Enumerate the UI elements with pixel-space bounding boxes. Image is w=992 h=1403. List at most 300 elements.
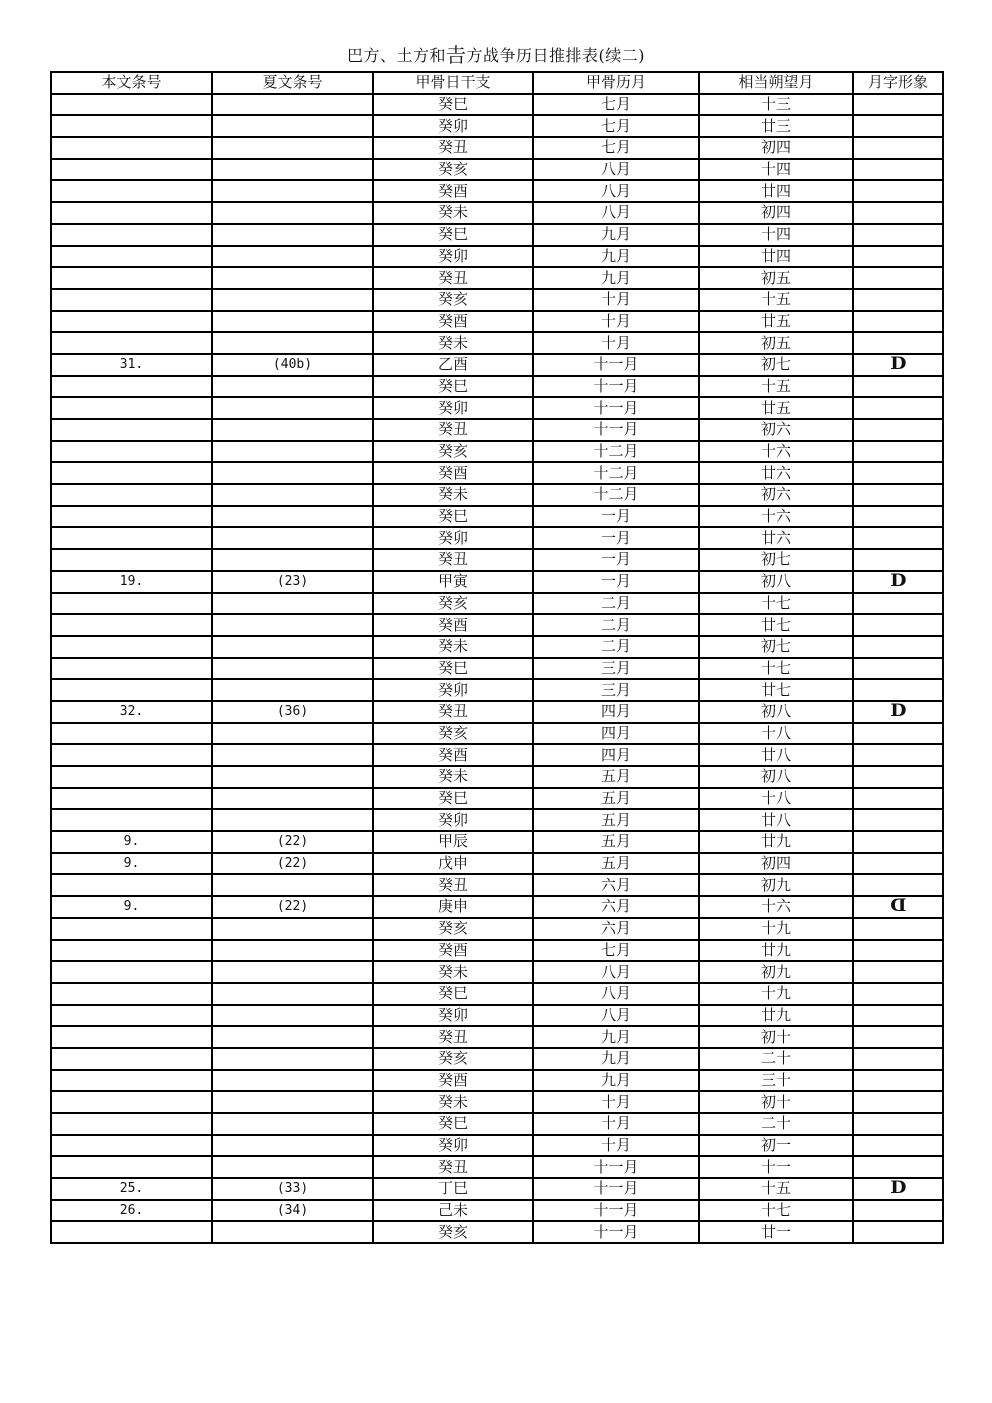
waxing-moon-icon: D <box>889 354 907 375</box>
header-lunar-month: 相当朔望月 <box>699 72 853 94</box>
table-row <box>51 1113 943 1135</box>
cell-lunar-month: 十三 <box>699 94 853 116</box>
cell-oracle-month: 十一月 <box>533 1200 699 1222</box>
cell-text-no <box>51 419 212 441</box>
cell-lunar-month: 初十 <box>699 1026 853 1048</box>
table-row <box>51 983 943 1005</box>
cell-lunar-month: 十一 <box>699 1156 853 1178</box>
cell-xia-no <box>212 593 373 615</box>
cell-ganzhi: 癸酉 <box>373 940 533 962</box>
table-row <box>51 224 943 246</box>
cell-text-no <box>51 1026 212 1048</box>
cell-lunar-month: 初七 <box>699 549 853 571</box>
cell-text-no <box>51 1156 212 1178</box>
cell-oracle-month: 十二月 <box>533 484 699 506</box>
header-moon-glyph: 月字形象 <box>853 72 943 94</box>
cell-xia-no: (34) <box>212 1200 373 1222</box>
cell-oracle-month: 五月 <box>533 831 699 853</box>
cell-lunar-month: 廿六 <box>699 462 853 484</box>
cell-text-no <box>51 983 212 1005</box>
cell-moon-glyph <box>853 527 943 549</box>
cell-text-no <box>51 809 212 831</box>
cell-xia-no <box>212 115 373 137</box>
cell-lunar-month: 初一 <box>699 1135 853 1157</box>
cell-ganzhi: 癸未 <box>373 484 533 506</box>
cell-ganzhi: 癸未 <box>373 636 533 658</box>
cell-ganzhi: 癸巳 <box>373 94 533 116</box>
cell-lunar-month: 十六 <box>699 896 853 918</box>
cell-xia-no <box>212 1156 373 1178</box>
cell-text-no <box>51 332 212 354</box>
cell-ganzhi: 癸巳 <box>373 788 533 810</box>
cell-lunar-month: 廿九 <box>699 940 853 962</box>
cell-text-no: 9. <box>51 853 212 875</box>
cell-moon-glyph <box>853 397 943 419</box>
cell-oracle-month: 十一月 <box>533 1156 699 1178</box>
cell-ganzhi: 甲寅 <box>373 571 533 593</box>
cell-lunar-month: 廿四 <box>699 246 853 268</box>
cell-lunar-month: 廿五 <box>699 397 853 419</box>
cell-moon-glyph <box>853 961 943 983</box>
cell-text-no: 31. <box>51 354 212 376</box>
waxing-moon-icon: D <box>889 571 907 592</box>
cell-oracle-month: 十月 <box>533 1135 699 1157</box>
cell-oracle-month: 十一月 <box>533 376 699 398</box>
cell-xia-no <box>212 1221 373 1243</box>
cell-lunar-month: 初五 <box>699 332 853 354</box>
cell-oracle-month: 一月 <box>533 527 699 549</box>
cell-lunar-month: 十五 <box>699 1178 853 1200</box>
cell-oracle-month: 九月 <box>533 1048 699 1070</box>
table-row <box>51 744 943 766</box>
cell-moon-glyph <box>853 1026 943 1048</box>
cell-lunar-month: 廿八 <box>699 809 853 831</box>
cell-ganzhi: 癸未 <box>373 961 533 983</box>
table-row <box>51 853 943 875</box>
cell-lunar-month: 初八 <box>699 766 853 788</box>
cell-oracle-month: 六月 <box>533 874 699 896</box>
cell-moon-glyph <box>853 549 943 571</box>
cell-ganzhi: 癸丑 <box>373 1026 533 1048</box>
table-row <box>51 658 943 680</box>
cell-text-no: 19. <box>51 571 212 593</box>
cell-moon-glyph <box>853 940 943 962</box>
table-row <box>51 701 943 723</box>
table-row <box>51 874 943 896</box>
cell-ganzhi: 庚申 <box>373 896 533 918</box>
cell-xia-no <box>212 679 373 701</box>
cell-lunar-month: 廿七 <box>699 614 853 636</box>
cell-ganzhi: 癸丑 <box>373 549 533 571</box>
cell-text-no <box>51 1091 212 1113</box>
cell-lunar-month: 十六 <box>699 441 853 463</box>
cell-moon-glyph <box>853 614 943 636</box>
waxing-moon-icon: D <box>889 701 907 722</box>
cell-ganzhi: 癸巳 <box>373 658 533 680</box>
cell-xia-no: (33) <box>212 1178 373 1200</box>
table-row <box>51 766 943 788</box>
cell-moon-glyph <box>853 918 943 940</box>
cell-moon-glyph <box>853 701 943 723</box>
cell-lunar-month: 十七 <box>699 658 853 680</box>
cell-xia-no <box>212 614 373 636</box>
cell-xia-no <box>212 180 373 202</box>
cell-lunar-month: 廿六 <box>699 527 853 549</box>
cell-text-no <box>51 180 212 202</box>
cell-text-no <box>51 874 212 896</box>
cell-xia-no <box>212 1005 373 1027</box>
cell-xia-no: (40b) <box>212 354 373 376</box>
cell-moon-glyph <box>853 115 943 137</box>
cell-moon-glyph <box>853 788 943 810</box>
cell-lunar-month: 廿九 <box>699 831 853 853</box>
cell-ganzhi: 癸卯 <box>373 527 533 549</box>
table-row <box>51 246 943 268</box>
cell-moon-glyph <box>853 311 943 333</box>
cell-text-no <box>51 961 212 983</box>
table-row <box>51 94 943 116</box>
cell-oracle-month: 九月 <box>533 267 699 289</box>
table-row <box>51 397 943 419</box>
cell-oracle-month: 八月 <box>533 1005 699 1027</box>
table-row <box>51 1200 943 1222</box>
cell-xia-no <box>212 1113 373 1135</box>
cell-xia-no <box>212 983 373 1005</box>
cell-lunar-month: 初七 <box>699 354 853 376</box>
cell-oracle-month: 七月 <box>533 94 699 116</box>
cell-xia-no <box>212 224 373 246</box>
cell-text-no <box>51 723 212 745</box>
cell-lunar-month: 十九 <box>699 983 853 1005</box>
cell-text-no <box>51 1070 212 1092</box>
cell-xia-no <box>212 918 373 940</box>
cell-moon-glyph <box>853 289 943 311</box>
cell-oracle-month: 五月 <box>533 809 699 831</box>
cell-oracle-month: 三月 <box>533 658 699 680</box>
cell-ganzhi: 癸卯 <box>373 115 533 137</box>
cell-oracle-month: 八月 <box>533 202 699 224</box>
cell-moon-glyph <box>853 1005 943 1027</box>
cell-moon-glyph <box>853 1200 943 1222</box>
header-text-no: 本文条号 <box>51 72 212 94</box>
cell-moon-glyph <box>853 419 943 441</box>
cell-ganzhi: 癸亥 <box>373 723 533 745</box>
cell-moon-glyph <box>853 1178 943 1200</box>
table-row <box>51 940 943 962</box>
cell-text-no: 9. <box>51 896 212 918</box>
table-row <box>51 1005 943 1027</box>
cell-text-no <box>51 636 212 658</box>
cell-xia-no <box>212 744 373 766</box>
cell-moon-glyph <box>853 1113 943 1135</box>
cell-moon-glyph <box>853 809 943 831</box>
waning-moon-icon: D <box>889 896 907 917</box>
table-row <box>51 593 943 615</box>
cell-text-no <box>51 462 212 484</box>
cell-moon-glyph <box>853 246 943 268</box>
table-row <box>51 788 943 810</box>
cell-lunar-month: 初六 <box>699 484 853 506</box>
cell-lunar-month: 二十 <box>699 1113 853 1135</box>
cell-moon-glyph <box>853 983 943 1005</box>
cell-text-no: 25. <box>51 1178 212 1200</box>
cell-ganzhi: 癸亥 <box>373 289 533 311</box>
cell-ganzhi: 癸丑 <box>373 419 533 441</box>
cell-xia-no <box>212 289 373 311</box>
title-part-1: 巴方、土方和 <box>346 46 446 65</box>
table-row <box>51 1091 943 1113</box>
cell-lunar-month: 廿八 <box>699 744 853 766</box>
cell-oracle-month: 五月 <box>533 766 699 788</box>
table-row <box>51 961 943 983</box>
cell-moon-glyph <box>853 723 943 745</box>
cell-moon-glyph <box>853 853 943 875</box>
cell-text-no <box>51 788 212 810</box>
cell-ganzhi: 癸未 <box>373 1091 533 1113</box>
table-row <box>51 918 943 940</box>
table-row <box>51 614 943 636</box>
cell-lunar-month: 十七 <box>699 1200 853 1222</box>
cell-oracle-month: 七月 <box>533 115 699 137</box>
table-row <box>51 506 943 528</box>
cell-lunar-month: 初四 <box>699 137 853 159</box>
cell-ganzhi: 癸亥 <box>373 593 533 615</box>
cell-text-no <box>51 224 212 246</box>
cell-oracle-month: 十一月 <box>533 354 699 376</box>
cell-moon-glyph <box>853 441 943 463</box>
cell-text-no <box>51 744 212 766</box>
cell-moon-glyph <box>853 896 943 918</box>
table-row <box>51 809 943 831</box>
cell-lunar-month: 廿七 <box>699 679 853 701</box>
cell-oracle-month: 十二月 <box>533 462 699 484</box>
cell-lunar-month: 十五 <box>699 289 853 311</box>
table-row <box>51 376 943 398</box>
cell-moon-glyph <box>853 224 943 246</box>
table-row <box>51 137 943 159</box>
cell-xia-no: (22) <box>212 831 373 853</box>
table-row <box>51 159 943 181</box>
table-row <box>51 462 943 484</box>
cell-oracle-month: 八月 <box>533 983 699 1005</box>
cell-ganzhi: 癸未 <box>373 202 533 224</box>
cell-xia-no <box>212 723 373 745</box>
table-row <box>51 896 943 918</box>
cell-oracle-month: 十二月 <box>533 441 699 463</box>
cell-oracle-month: 九月 <box>533 224 699 246</box>
cell-ganzhi: 癸丑 <box>373 874 533 896</box>
cell-oracle-month: 五月 <box>533 788 699 810</box>
cell-text-no: 26. <box>51 1200 212 1222</box>
cell-moon-glyph <box>853 376 943 398</box>
cell-lunar-month: 廿三 <box>699 115 853 137</box>
cell-oracle-month: 一月 <box>533 506 699 528</box>
cell-lunar-month: 三十 <box>699 1070 853 1092</box>
cell-moon-glyph <box>853 1156 943 1178</box>
cell-oracle-month: 十月 <box>533 332 699 354</box>
cell-ganzhi: 癸未 <box>373 766 533 788</box>
cell-ganzhi: 癸酉 <box>373 462 533 484</box>
table-row <box>51 571 943 593</box>
cell-lunar-month: 廿一 <box>699 1221 853 1243</box>
table-row <box>51 332 943 354</box>
cell-ganzhi: 癸酉 <box>373 614 533 636</box>
cell-lunar-month: 廿九 <box>699 1005 853 1027</box>
cell-text-no <box>51 1113 212 1135</box>
cell-text-no <box>51 766 212 788</box>
cell-text-no <box>51 484 212 506</box>
cell-oracle-month: 十一月 <box>533 1221 699 1243</box>
cell-xia-no <box>212 1091 373 1113</box>
cell-xia-no <box>212 397 373 419</box>
cell-xia-no <box>212 1026 373 1048</box>
cell-text-no <box>51 441 212 463</box>
table-row <box>51 1156 943 1178</box>
cell-lunar-month: 初四 <box>699 202 853 224</box>
cell-oracle-month: 八月 <box>533 159 699 181</box>
table-row <box>51 311 943 333</box>
table-row <box>51 831 943 853</box>
table-row <box>51 527 943 549</box>
cell-lunar-month: 初九 <box>699 961 853 983</box>
cell-ganzhi: 戊申 <box>373 853 533 875</box>
cell-text-no <box>51 527 212 549</box>
cell-xia-no <box>212 1135 373 1157</box>
cell-ganzhi: 癸卯 <box>373 397 533 419</box>
table-row <box>51 180 943 202</box>
cell-ganzhi: 丁巳 <box>373 1178 533 1200</box>
table-row <box>51 419 943 441</box>
title-part-2: 方战争历日推排表(续二) <box>466 46 645 65</box>
cell-text-no <box>51 679 212 701</box>
cell-moon-glyph <box>853 159 943 181</box>
cell-ganzhi: 癸亥 <box>373 1221 533 1243</box>
cell-ganzhi: 癸丑 <box>373 267 533 289</box>
cell-xia-no <box>212 658 373 680</box>
cell-oracle-month: 四月 <box>533 744 699 766</box>
cell-moon-glyph <box>853 202 943 224</box>
table-row <box>51 636 943 658</box>
table-row <box>51 723 943 745</box>
cell-text-no <box>51 94 212 116</box>
table-body <box>51 94 943 1243</box>
cell-moon-glyph <box>853 1048 943 1070</box>
cell-text-no <box>51 1221 212 1243</box>
cell-lunar-month: 二十 <box>699 1048 853 1070</box>
cell-lunar-month: 初十 <box>699 1091 853 1113</box>
table-row <box>51 1178 943 1200</box>
cell-xia-no <box>212 788 373 810</box>
cell-text-no: 9. <box>51 831 212 853</box>
cell-text-no <box>51 940 212 962</box>
table-row <box>51 115 943 137</box>
cell-ganzhi: 癸丑 <box>373 137 533 159</box>
cell-ganzhi: 甲辰 <box>373 831 533 853</box>
cell-text-no <box>51 1048 212 1070</box>
cell-ganzhi: 癸亥 <box>373 159 533 181</box>
cell-text-no <box>51 267 212 289</box>
table-row <box>51 549 943 571</box>
cell-lunar-month: 十六 <box>699 506 853 528</box>
title-glyph: 𠮷 <box>446 43 467 67</box>
cell-oracle-month: 九月 <box>533 1026 699 1048</box>
cell-text-no <box>51 614 212 636</box>
cell-xia-no <box>212 159 373 181</box>
cell-oracle-month: 十月 <box>533 311 699 333</box>
cell-xia-no <box>212 1070 373 1092</box>
cell-text-no <box>51 376 212 398</box>
cell-oracle-month: 八月 <box>533 961 699 983</box>
cell-lunar-month: 初四 <box>699 853 853 875</box>
cell-xia-no: (22) <box>212 896 373 918</box>
cell-oracle-month: 十一月 <box>533 419 699 441</box>
table-row <box>51 1221 943 1243</box>
cell-ganzhi: 癸巳 <box>373 983 533 1005</box>
cell-text-no <box>51 658 212 680</box>
cell-oracle-month: 十一月 <box>533 1178 699 1200</box>
cell-xia-no <box>212 441 373 463</box>
cell-oracle-month: 六月 <box>533 896 699 918</box>
header-row <box>51 72 943 94</box>
table-row <box>51 1070 943 1092</box>
cell-lunar-month: 十五 <box>699 376 853 398</box>
cell-xia-no <box>212 549 373 571</box>
cell-xia-no <box>212 137 373 159</box>
cell-xia-no <box>212 961 373 983</box>
cell-moon-glyph <box>853 1070 943 1092</box>
cell-xia-no <box>212 246 373 268</box>
cell-text-no <box>51 549 212 571</box>
cell-lunar-month: 十八 <box>699 723 853 745</box>
cell-xia-no <box>212 636 373 658</box>
cell-moon-glyph <box>853 593 943 615</box>
cell-oracle-month: 十一月 <box>533 397 699 419</box>
table-row <box>51 289 943 311</box>
cell-xia-no <box>212 874 373 896</box>
cell-xia-no <box>212 267 373 289</box>
cell-oracle-month: 二月 <box>533 614 699 636</box>
table-row <box>51 1135 943 1157</box>
cell-text-no <box>51 311 212 333</box>
cell-moon-glyph <box>853 571 943 593</box>
cell-xia-no <box>212 376 373 398</box>
cell-moon-glyph <box>853 484 943 506</box>
cell-lunar-month: 十四 <box>699 224 853 246</box>
cell-moon-glyph <box>853 506 943 528</box>
cell-oracle-month: 七月 <box>533 137 699 159</box>
cell-ganzhi: 癸卯 <box>373 1135 533 1157</box>
cell-oracle-month: 六月 <box>533 918 699 940</box>
cell-xia-no <box>212 462 373 484</box>
table-row <box>51 484 943 506</box>
cell-moon-glyph <box>853 462 943 484</box>
cell-lunar-month: 十八 <box>699 788 853 810</box>
cell-moon-glyph <box>853 744 943 766</box>
cell-oracle-month: 十月 <box>533 1091 699 1113</box>
cell-lunar-month: 初七 <box>699 636 853 658</box>
table-row <box>51 354 943 376</box>
cell-oracle-month: 九月 <box>533 1070 699 1092</box>
cell-oracle-month: 十月 <box>533 1113 699 1135</box>
cell-oracle-month: 八月 <box>533 180 699 202</box>
cell-lunar-month: 廿四 <box>699 180 853 202</box>
cell-xia-no <box>212 311 373 333</box>
cell-ganzhi: 己未 <box>373 1200 533 1222</box>
cell-ganzhi: 癸酉 <box>373 1070 533 1092</box>
cell-ganzhi: 癸巳 <box>373 376 533 398</box>
cell-moon-glyph <box>853 137 943 159</box>
cell-ganzhi: 癸巳 <box>373 1113 533 1135</box>
